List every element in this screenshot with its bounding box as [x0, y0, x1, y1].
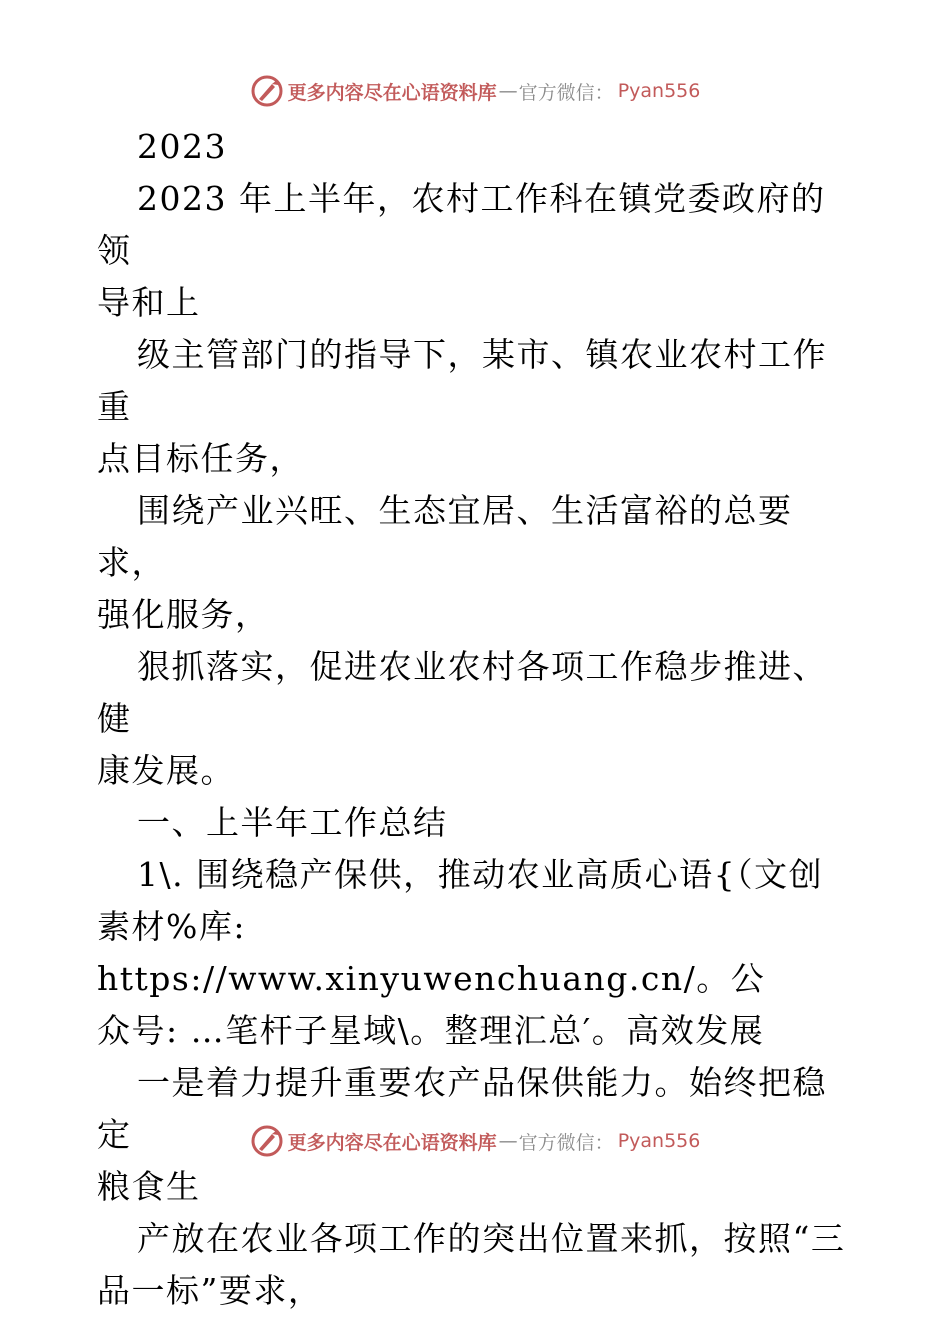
- doc-line: 素材%库: https://www.xinyuwenchuang.cn/。公: [97, 907, 766, 998]
- footer-watermark: [0, 1121, 950, 1161]
- doc-line: 产放在农业各项工作的突出位置来抓，按照“三: [137, 1219, 846, 1258]
- doc-line: 2023 年上半年，农村工作科在镇党委政府的领: [97, 179, 826, 270]
- doc-line: 点目标任务，: [97, 439, 304, 478]
- watermark-wechat-label: 官方微信：: [518, 81, 614, 104]
- header-watermark: [0, 71, 950, 111]
- doc-line: 粮食生: [97, 1167, 201, 1206]
- doc-line: 1\. 围绕稳产保供，推动农业高质心语{（文创: [137, 855, 824, 894]
- quill-pen-logo-icon: [250, 1124, 284, 1158]
- watermark-wechat-label: 官方微信：: [518, 1131, 614, 1154]
- doc-heading: 一、上半年工作总结: [137, 803, 448, 842]
- watermark-account: Pyan556: [617, 80, 701, 102]
- doc-line: 围绕产业兴旺、生态宜居、生活富裕的总要求，: [97, 491, 793, 582]
- doc-line: 品一标”要求，: [97, 1271, 323, 1310]
- doc-line: 级主管部门的指导下，某市、镇农业农村工作重: [97, 335, 827, 426]
- doc-line: 2023: [137, 127, 227, 166]
- watermark-account: Pyan556: [617, 1130, 701, 1152]
- doc-line: 一是着力提升重要农产品保供能力。始终把稳定: [97, 1063, 827, 1154]
- watermark-dash: —: [498, 1130, 517, 1152]
- quill-pen-logo-icon: [250, 74, 284, 108]
- watermark-brand-text: 更多内容尽在心语资料库: [287, 1131, 497, 1154]
- watermark-dash: —: [498, 80, 517, 102]
- watermark-brand-text: 更多内容尽在心语资料库: [287, 81, 497, 104]
- doc-line: 康发展。: [97, 751, 235, 790]
- doc-line: 众号: …笔杆子星域\。整理汇总′。高效发展: [97, 1011, 765, 1050]
- doc-line: 导和上: [97, 283, 201, 322]
- doc-line: 狠抓落实，促进农业农村各项工作稳步推进、健: [97, 647, 827, 738]
- doc-line: 强化服务，: [97, 595, 270, 634]
